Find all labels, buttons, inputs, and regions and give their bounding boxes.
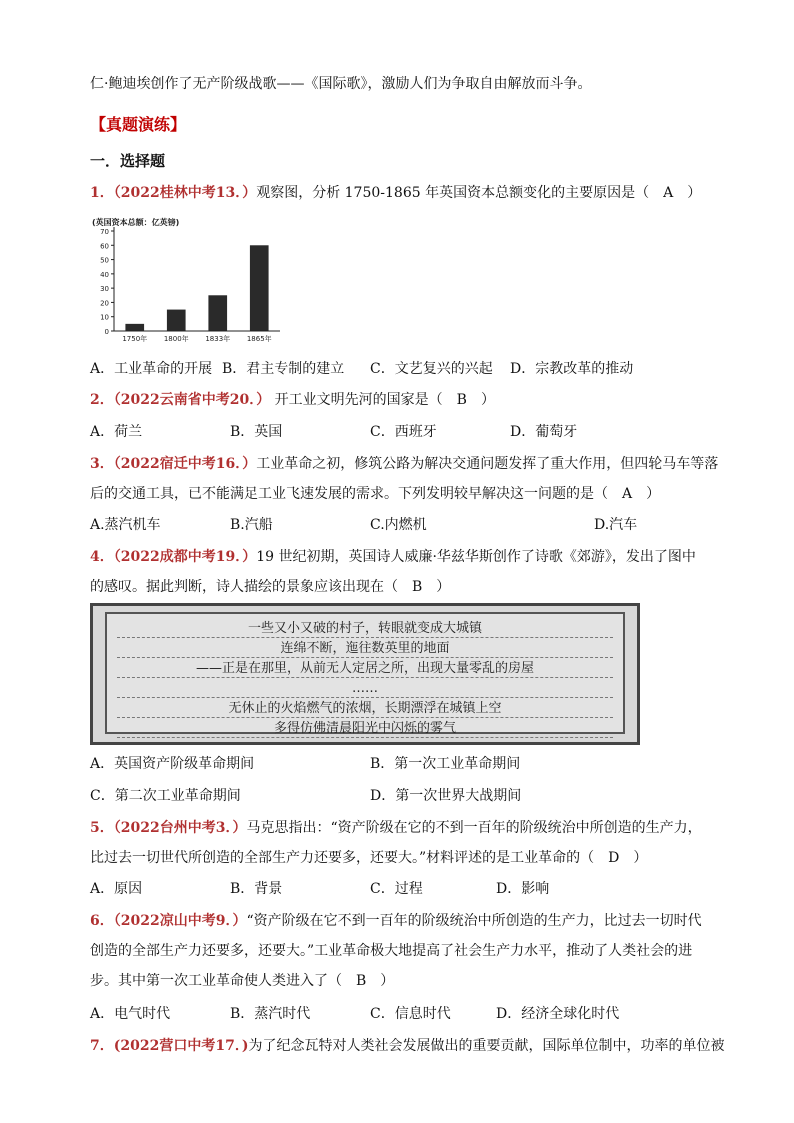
y-axis bbox=[100, 227, 114, 336]
poem-line: 连绵不断，迤往数英里的地面 bbox=[117, 640, 613, 658]
x-tick-label: 1800年 bbox=[163, 335, 189, 343]
question-source: （2022成都中考19．） bbox=[113, 549, 257, 565]
x-tick-label: 1750年 bbox=[122, 335, 148, 343]
q1-option-c: C．文艺复兴的兴起 bbox=[370, 361, 493, 377]
q5-option-d: D．影响 bbox=[496, 881, 550, 897]
q3-option-c: C.内燃机 bbox=[370, 517, 427, 533]
poem-line: …… bbox=[117, 680, 613, 698]
q6-option-d: D．经济全球化时代 bbox=[496, 1006, 620, 1022]
q4-option-c: C．第二次工业革命期间 bbox=[90, 788, 241, 804]
x-axis bbox=[114, 331, 280, 343]
q2-option-b: B．英国 bbox=[230, 424, 283, 440]
q2-option-c: C．西班牙 bbox=[370, 424, 437, 440]
q1-option-d: D．宗教改革的推动 bbox=[510, 361, 634, 377]
question-4-cont: 的感叹。据此判断，诗人描绘的景象应该出现在（ B ） bbox=[90, 579, 451, 595]
question-text: 马克思指出：“资产阶级在它的不到一百年的阶级统治中所创造的生产力， bbox=[246, 820, 702, 836]
capital-bar-chart bbox=[88, 213, 288, 348]
question-text: 开工业文明先河的国家是（ B ） bbox=[270, 392, 495, 408]
q6-option-b: B．蒸汽时代 bbox=[230, 1006, 311, 1022]
x-tick-label: 1865年 bbox=[246, 335, 272, 343]
q1-option-b: B．君主专制的建立 bbox=[222, 361, 345, 377]
q2-option-d: D．葡萄牙 bbox=[510, 424, 578, 440]
question-3 bbox=[90, 454, 718, 474]
question-text: 观察图，分析 1750-1865 年英国资本总额变化的主要原因是（ A ） bbox=[256, 185, 702, 201]
question-source: （2022桂林中考13．） bbox=[113, 185, 257, 201]
poem-line: ——正是在那里，从前无人定居之所，出现大量零乱的房屋 bbox=[117, 660, 613, 678]
question-2 bbox=[90, 390, 495, 410]
question-1 bbox=[90, 183, 701, 203]
question-number: 1． bbox=[90, 185, 114, 201]
question-6 bbox=[90, 911, 702, 931]
question-text: 为了纪念瓦特对人类社会发展做出的重要贡献，国际单位制中，功率的单位被 bbox=[248, 1038, 725, 1054]
q4-option-a: A．英国资产阶级革命期间 bbox=[90, 756, 255, 772]
question-number: 5． bbox=[90, 820, 114, 836]
y-tick-label: 40 bbox=[100, 270, 109, 279]
chart-title: (英国资本总额：亿英镑) bbox=[92, 218, 180, 227]
bar bbox=[208, 295, 227, 331]
question-6-cont: 创造的全部生产力还要多，还要大。”工业革命极大地提高了社会生产力水平，推动了人类社会的进 bbox=[90, 943, 693, 959]
question-3-cont: 后的交通工具，已不能满足工业飞速发展的需求。下列发明较早解决这一问题的是（ A ） bbox=[90, 486, 661, 502]
q4-option-b: B．第一次工业革命期间 bbox=[370, 756, 521, 772]
question-source: （2022云南省中考20．） bbox=[113, 392, 271, 408]
y-tick-label: 60 bbox=[100, 242, 109, 251]
poem-line: 无休止的火焰燃气的浓烟，长期漂浮在城镇上空 bbox=[117, 700, 613, 718]
y-tick-label: 10 bbox=[100, 313, 109, 322]
question-5-cont: 比过去一切世代所创造的全部生产力还要多，还要大。”材料评述的是工业革命的（ D ） bbox=[90, 850, 648, 866]
poem-frame bbox=[105, 612, 625, 734]
y-tick-label: 0 bbox=[104, 328, 109, 336]
q5-option-b: B．背景 bbox=[230, 881, 283, 897]
q5-option-c: C．过程 bbox=[370, 881, 423, 897]
question-7 bbox=[90, 1036, 724, 1056]
question-number: 7． bbox=[90, 1038, 114, 1054]
question-number: 6． bbox=[90, 913, 114, 929]
x-tick-label: 1833年 bbox=[205, 335, 231, 343]
section-heading: 【真题演练】 bbox=[90, 115, 187, 134]
question-source: （2022凉山中考9．） bbox=[113, 913, 247, 929]
question-number: 3． bbox=[90, 456, 114, 472]
question-text: 19 世纪初期，英国诗人威廉·华兹华斯创作了诗歌《郊游》，发出了图中 bbox=[256, 549, 696, 565]
poem-image bbox=[90, 603, 640, 745]
question-source: (2022营口中考17．) bbox=[113, 1038, 249, 1054]
bar bbox=[125, 324, 144, 331]
bar bbox=[167, 310, 186, 331]
question-number: 2． bbox=[90, 392, 114, 408]
bars bbox=[125, 245, 268, 331]
q5-option-a: A．原因 bbox=[90, 881, 143, 897]
q3-option-d: D.汽车 bbox=[594, 517, 638, 533]
question-6-cont2: 步。其中第一次工业革命使人类进入了（ B ） bbox=[90, 973, 395, 989]
q3-option-b: B.汽船 bbox=[230, 517, 273, 533]
poem-line: 一些又小又破的村子，转眼就变成大城镇 bbox=[117, 620, 613, 638]
poem-line: 多得仿佛清晨阳光中闪烁的雾气 bbox=[117, 720, 613, 738]
question-5 bbox=[90, 818, 702, 838]
intro-line: 仁·鲍迪埃创作了无产阶级战歌——《国际歌》，激励人们为争取自由解放而斗争。 bbox=[90, 76, 592, 92]
y-tick-label: 20 bbox=[100, 299, 109, 308]
q4-option-d: D．第一次世界大战期间 bbox=[370, 788, 522, 804]
question-source: （2022宿迁中考16．） bbox=[113, 456, 257, 472]
bar bbox=[250, 245, 269, 331]
y-tick-label: 70 bbox=[100, 228, 109, 236]
question-text: 工业革命之初，修筑公路为解决交通问题发挥了重大作用，但四轮马车等落 bbox=[256, 456, 719, 472]
subsection-title: 一．选择题 bbox=[90, 152, 166, 170]
q1-option-a: A．工业革命的开展 bbox=[90, 361, 213, 377]
question-4 bbox=[90, 547, 696, 567]
question-source: （2022台州中考3．） bbox=[113, 820, 247, 836]
q6-option-a: A．电气时代 bbox=[90, 1006, 171, 1022]
q3-option-a: A.蒸汽机车 bbox=[90, 517, 161, 533]
y-tick-label: 50 bbox=[100, 256, 109, 265]
y-tick-label: 30 bbox=[100, 285, 109, 294]
q6-option-c: C．信息时代 bbox=[370, 1006, 451, 1022]
question-number: 4． bbox=[90, 549, 114, 565]
question-text: “资产阶级在它不到一百年的阶级统治中所创造的生产力，比过去一切时代 bbox=[246, 913, 702, 929]
q2-option-a: A．荷兰 bbox=[90, 424, 143, 440]
